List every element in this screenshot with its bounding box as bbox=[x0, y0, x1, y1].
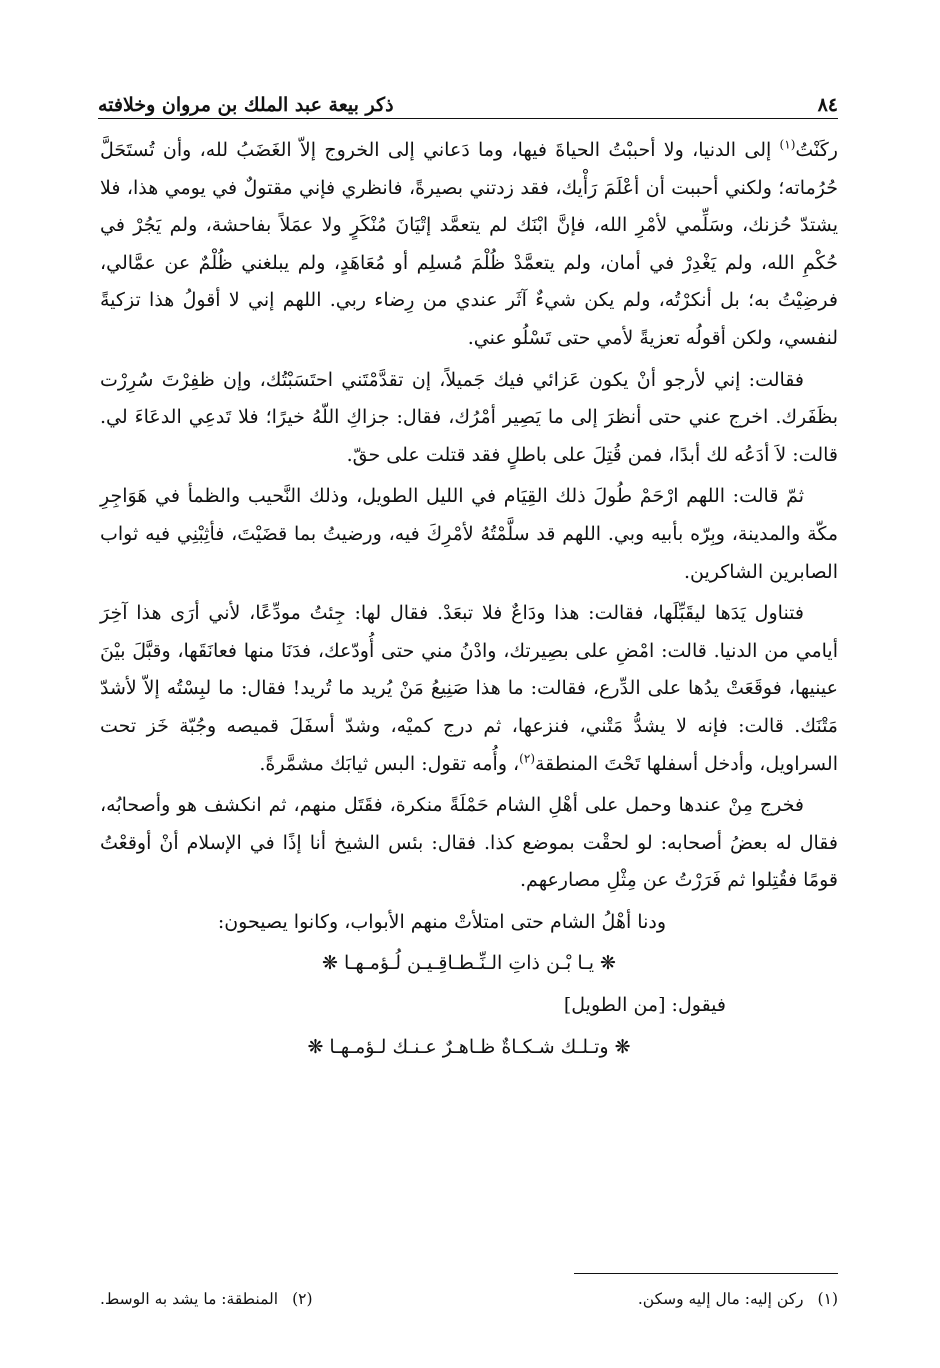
page-header bbox=[98, 80, 838, 116]
verse-line: ❋ يـا بْـن ذاتِ الـنِّـطـاقِـيـن لُـؤمـهـا ❋ bbox=[322, 952, 616, 975]
footnote-number: (١) bbox=[817, 1290, 838, 1308]
footnote-ref: (٢) bbox=[519, 751, 535, 766]
paragraph bbox=[100, 132, 838, 358]
paragraph: فقالت: إني لأرجو أنْ يكون عَزائي فيك جَميلاً، إن تقدَّمْتَني احتَسَبْتُك، وإن ظفِرْتَ سُرِرْت بظَفَرك. اخرج عني حتى أنظرَ إلى ما يَصِير أمْرُك، فقال: جزاكِ اللّهُ خيرًا؛ فلا تَدعِي الدعَاءَ لي. قالت: لاَ أدَعُه لك أبدًا، فمن قُتِلَ على باطلٍ فقد قتلت على حقّ. bbox=[100, 368, 838, 466]
paragraph bbox=[100, 595, 838, 783]
paragraph-text: ، وأُمه تقول: البس ثيابَك مشمَّرةً. bbox=[259, 752, 520, 775]
footnote bbox=[638, 1290, 838, 1320]
meter-line: فيقول: [من الطويل] bbox=[563, 994, 726, 1017]
paragraph-text: فتناول يَدَها ليقَبِّلَها، فقالت: هذا ودَاعٌ فلا تبعَدْ. فقال لها: جِئتُ مودِّعًا، لأني أرَى هذا آخِرَ أيامي من الدنيا. قالت: امْضِ على بصِيرتك، وادْنُ مني حتى أُودّعك، فدَنَا منها فعانَقَها، وقبَّلَ بيْنَ عينيها، فوقَعَتْ يدُها على الدِّرع، فقالت: ما هذا صَنِيعُ مَنْ يُريد ما تُريد! فقال: ما لبِسْتُه إلاّ لأشدّ مَتْنَك. قالت: فإنه لا يشدُّ مَتْني، فنزعها، ثم درج كميْه، وشدّ أسفَلَ قميصه وجُبّة خَز تحت السراويل، وأدخل أسفلها تَحْتَ المنطقة bbox=[100, 602, 838, 775]
page-number: ٨٤ bbox=[817, 94, 838, 116]
verse-intro: ودنا أهْلُ الشام حتى امتلأتْ منهم الأبواب، وكانوا يصيحون: bbox=[217, 910, 666, 933]
paragraph: ثمّ قالت: اللهم ارْحَمْ طُولَ ذلك القِيَام في الليل الطويل، وذلك النَّحيب والظمأ في هَوَاجِرِ مكّة والمدينة، وبِرّه بأبيه وبي. اللهم قد سلَّمْتُهُ لأمْرِكَ فيه، ورضيتُ بما قضَيْتَ، فأثِبْنِي فيه ثواب الصابرين الشاكرين. bbox=[100, 485, 838, 583]
footnote bbox=[100, 1290, 313, 1320]
footnote-rule bbox=[574, 1273, 838, 1274]
header-rule bbox=[98, 118, 838, 119]
verse-line: ❋ وتـلـك شـكـاةٌ ظـاهـرٌ عـنـك لـؤمـهـا ❋ bbox=[307, 1035, 631, 1058]
running-title: ذكر بيعة عبد الملك بن مروان وخلافته bbox=[98, 94, 394, 116]
footnotes bbox=[100, 1290, 838, 1320]
footnote-ref: (١) bbox=[779, 137, 796, 152]
paragraph-text: إلى الدنيا، ولا أحببْتُ الحياةَ فيها، وما دَعاني إلى الخروج إلاّ الغَضَبُ لله، وأن تُستَحَلَّ حُرُماته؛ ولكني أحببت أن أعْلَمَ رَأْيك، فقد زدتني بصيرةً، فانظري فإني مقتولٌ في يومي هذا، فلا يشتدّ حُزنك، وسَلِّمي لأمْرِ الله، فإنَّ ابْنَك لم يتعمَّد إتْيَانَ مُنْكَرٍ ولا عمَلاً بفاحشة، ولم يَجُرْ في حُكْمِ الله، ولم يَغْدِرْ في أمان، ولم يتعمَّدْ ظُلْمَ مُسلِم أو مُعَاهَدٍ، ولم يبلغني ظُلْمٌ عن عمَّالي، فرضِيْتُ به؛ بل أنكرْتُه، ولم يكن شيءٌ آثَر عندي من رِضاء ربي. اللهم إني لا أقولُ هذا تزكيةً لنفسي، ولكن أقولُه تعزيةً لأمي حتى تَسْلُو عني. bbox=[100, 139, 838, 349]
paragraph: فخرج مِنْ عندها وحمل على أهْلِ الشام حَمْلَةً منكرة، فقَتَل منهم، ثم انكشف هو وأصحابُه، فقال له بعضُ أصحابه: لو لحقْت بموضع كذا. فقال: بئس الشيخ أنا إذًا في الإسلام أنْ أوقعْتُ قومًا فقُتِلوا ثم فَرَرْتُ عن مِثْلِ مصارعهم. bbox=[100, 794, 838, 892]
footnote-text: المنطقة: ما يشد به الوسط. bbox=[100, 1290, 279, 1308]
footnote-number: (٢) bbox=[292, 1290, 313, 1308]
main-text bbox=[100, 132, 838, 1070]
paragraph-text: ركَنْتُ bbox=[795, 139, 838, 161]
footnote-text: ركن إليه: مال إليه وسكن. bbox=[637, 1290, 804, 1308]
